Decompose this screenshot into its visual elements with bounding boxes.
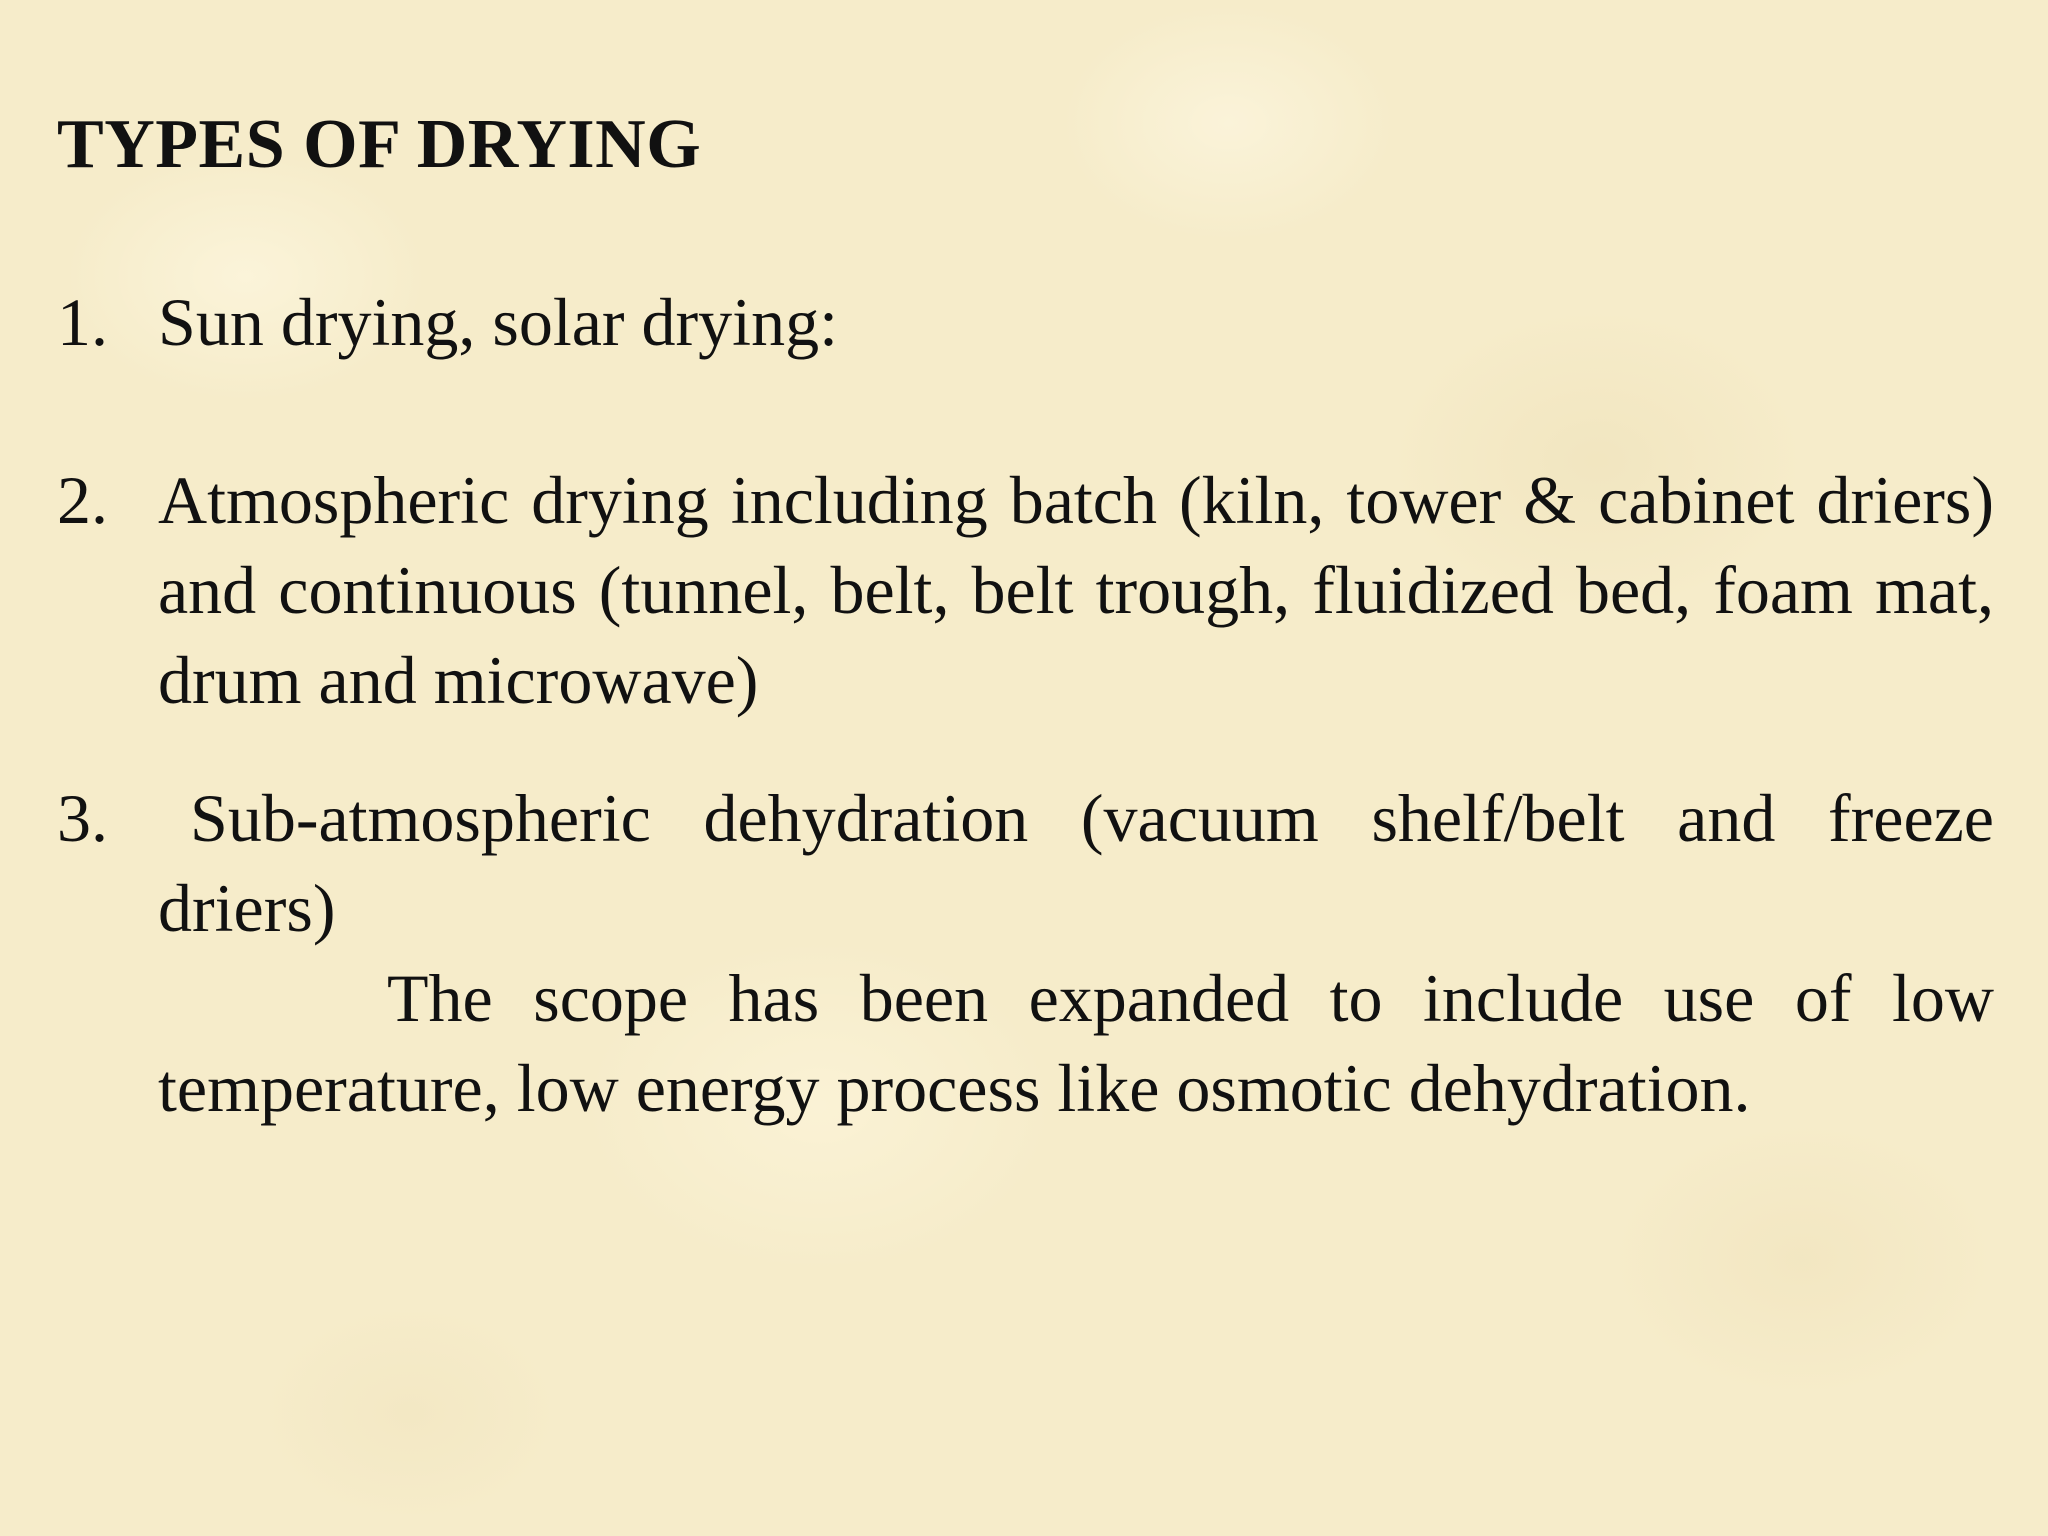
slide-title: TYPES OF DRYING [57,106,702,183]
list-item [57,277,1994,367]
list-item-number: 1. [57,284,108,360]
list-item [57,773,1994,1133]
list-item [57,455,1994,725]
list-item-number: 3. [57,780,108,856]
list-item-note: The scope has been expanded to include use of low temperature, low energy process like osmotic dehydration. [158,960,1994,1126]
list-item-number: 2. [57,462,108,538]
list-item-text: Sun drying, solar drying: [158,284,838,360]
list-item-text: Atmospheric drying including batch (kiln, tower & cabinet driers) and continuous (tunnel, belt, belt trough, fluidized bed, foam mat, drum and microwave) [158,462,1994,718]
list-item-body [158,773,1994,1133]
list-item-text: Sub-atmospheric dehydration (vacuum shelf/belt and freeze driers) [158,780,1994,946]
